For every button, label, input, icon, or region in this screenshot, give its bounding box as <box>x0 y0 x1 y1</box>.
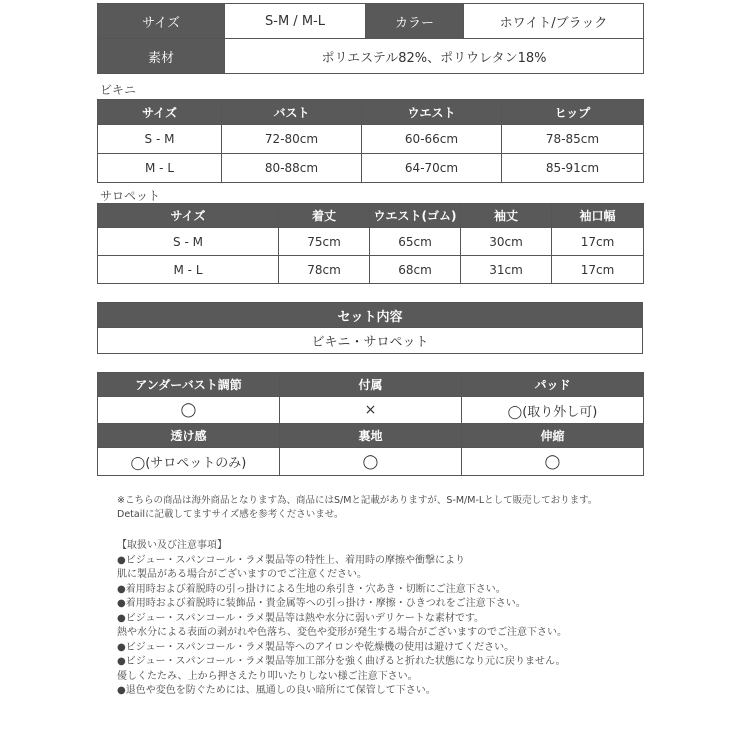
table-cell: M - L <box>98 154 222 183</box>
table-cell: 64-70cm <box>362 154 502 183</box>
bikini-caption: ビキニ <box>100 83 137 97</box>
table-cell: 17cm <box>552 228 644 256</box>
table-cell: 85-91cm <box>502 154 644 183</box>
material-label: 素材 <box>98 39 225 74</box>
table-cell: 68cm <box>370 256 461 284</box>
table-row <box>98 256 644 284</box>
table-cell: ◯(サロペットのみ) <box>98 448 280 476</box>
table-cell: 30cm <box>461 228 552 256</box>
table-cell: 60-66cm <box>362 125 502 154</box>
header-cell: 伸縮 <box>462 424 644 448</box>
header-cell: 透け感 <box>98 424 280 448</box>
care-line: ●ビジュー・スパンコール・ラメ製品等加工部分を強く曲げると折れた状態になり元に戻りません。 <box>117 656 566 667</box>
table-cell: 65cm <box>370 228 461 256</box>
header-cell: サイズ <box>98 204 279 228</box>
table-cell: 78cm <box>279 256 370 284</box>
header-cell: 着丈 <box>279 204 370 228</box>
care-line: ●ビジュー・スパンコール・ラメ製品等は熱や水分に弱いデリケートな素材です。 <box>117 612 485 624</box>
table-cell: 17cm <box>552 256 644 284</box>
table-cell: S - M <box>98 228 279 256</box>
features-table <box>97 372 644 476</box>
header-cell: ウエスト(ゴム) <box>370 204 461 228</box>
care-line: 肌に製品がある場合がございますのでご注意ください。 <box>117 569 367 580</box>
care-line: 優しくたたみ、上から押さえたり叩いたりしない様ご注意下さい。 <box>117 670 418 682</box>
table-row <box>98 397 644 424</box>
header-cell: 袖丈 <box>461 204 552 228</box>
header-cell: 裏地 <box>280 424 462 448</box>
table-cell: ◯ <box>280 448 462 476</box>
care-line: 熱や水分による表面の剥がれや色落ち、変色や変形が発生する場合がございますのでご注意下さい。 <box>117 627 567 638</box>
table-header-row <box>98 373 644 397</box>
care-line: ●退色や変色を防ぐためには、風通しの良い暗所にて保管して下さい。 <box>117 685 436 696</box>
size-value: S-M / M-L <box>225 4 366 39</box>
table-cell: 75cm <box>279 228 370 256</box>
size-label: サイズ <box>98 4 225 39</box>
header-cell: アンダーバスト調節 <box>98 373 280 397</box>
table-header-row <box>98 204 644 228</box>
table-cell: 78-85cm <box>502 125 644 154</box>
set-contents-header: セット内容 <box>98 303 643 328</box>
care-line: ●ビジュー・スパンコール・ラメ製品等の特性上、着用時の摩擦や衝撃により <box>117 554 466 566</box>
header-cell: 付属 <box>280 373 462 397</box>
care-line: ●着用時および着脱時に装飾品・貴金属等への引っ掛け・摩擦・ひきつれをご注意下さい。 <box>117 598 526 609</box>
table-cell: ◯ <box>98 397 280 424</box>
table-row <box>98 125 644 154</box>
table-row <box>98 228 644 256</box>
set-contents-value: ビキニ・サロペット <box>98 328 643 354</box>
table-cell: × <box>280 397 462 424</box>
header-cell: ウエスト <box>362 100 502 125</box>
header-cell: バスト <box>222 100 362 125</box>
header-cell: サイズ <box>98 100 222 125</box>
table-header-row <box>98 424 644 448</box>
material-value: ポリエステル82%、ポリウレタン18% <box>225 39 644 74</box>
set-contents-table <box>97 302 643 354</box>
color-value: ホワイト/ブラック <box>464 4 644 39</box>
table-cell: S - M <box>98 125 222 154</box>
care-title: 【取扱い及び注意事項】 <box>117 540 227 551</box>
size-note-line: Detailに記載してますサイズ感を参考くださいませ。 <box>117 509 344 520</box>
bikini-size-table <box>97 99 644 183</box>
table-cell: ◯(取り外し可) <box>462 397 644 424</box>
table-cell: M - L <box>98 256 279 284</box>
color-label: カラー <box>366 4 464 39</box>
header-cell: パッド <box>462 373 644 397</box>
header-cell: 袖口幅 <box>552 204 644 228</box>
table-cell: 80-88cm <box>222 154 362 183</box>
table-header-row <box>98 100 644 125</box>
product-info-table <box>97 3 644 74</box>
care-line: ●着用時および着脱時の引っ掛けによる生地の糸引き・穴あき・切断にご注意下さい。 <box>117 583 506 595</box>
size-note-line: ※こちらの商品は海外商品となります為、商品にはS/Mと記載がありますが、S-M/M-Lとして販売しております。 <box>117 495 598 506</box>
salopette-size-table <box>97 203 644 284</box>
header-cell: ヒップ <box>502 100 644 125</box>
table-row <box>98 154 644 183</box>
salopette-caption: サロペット <box>100 189 161 203</box>
care-line: ●ビジュー・スパンコール・ラメ製品等へのアイロンや乾燥機の使用は避けてください。 <box>117 641 515 653</box>
table-row <box>98 448 644 476</box>
table-cell: 31cm <box>461 256 552 284</box>
table-cell: 72-80cm <box>222 125 362 154</box>
table-cell: ◯ <box>462 448 644 476</box>
